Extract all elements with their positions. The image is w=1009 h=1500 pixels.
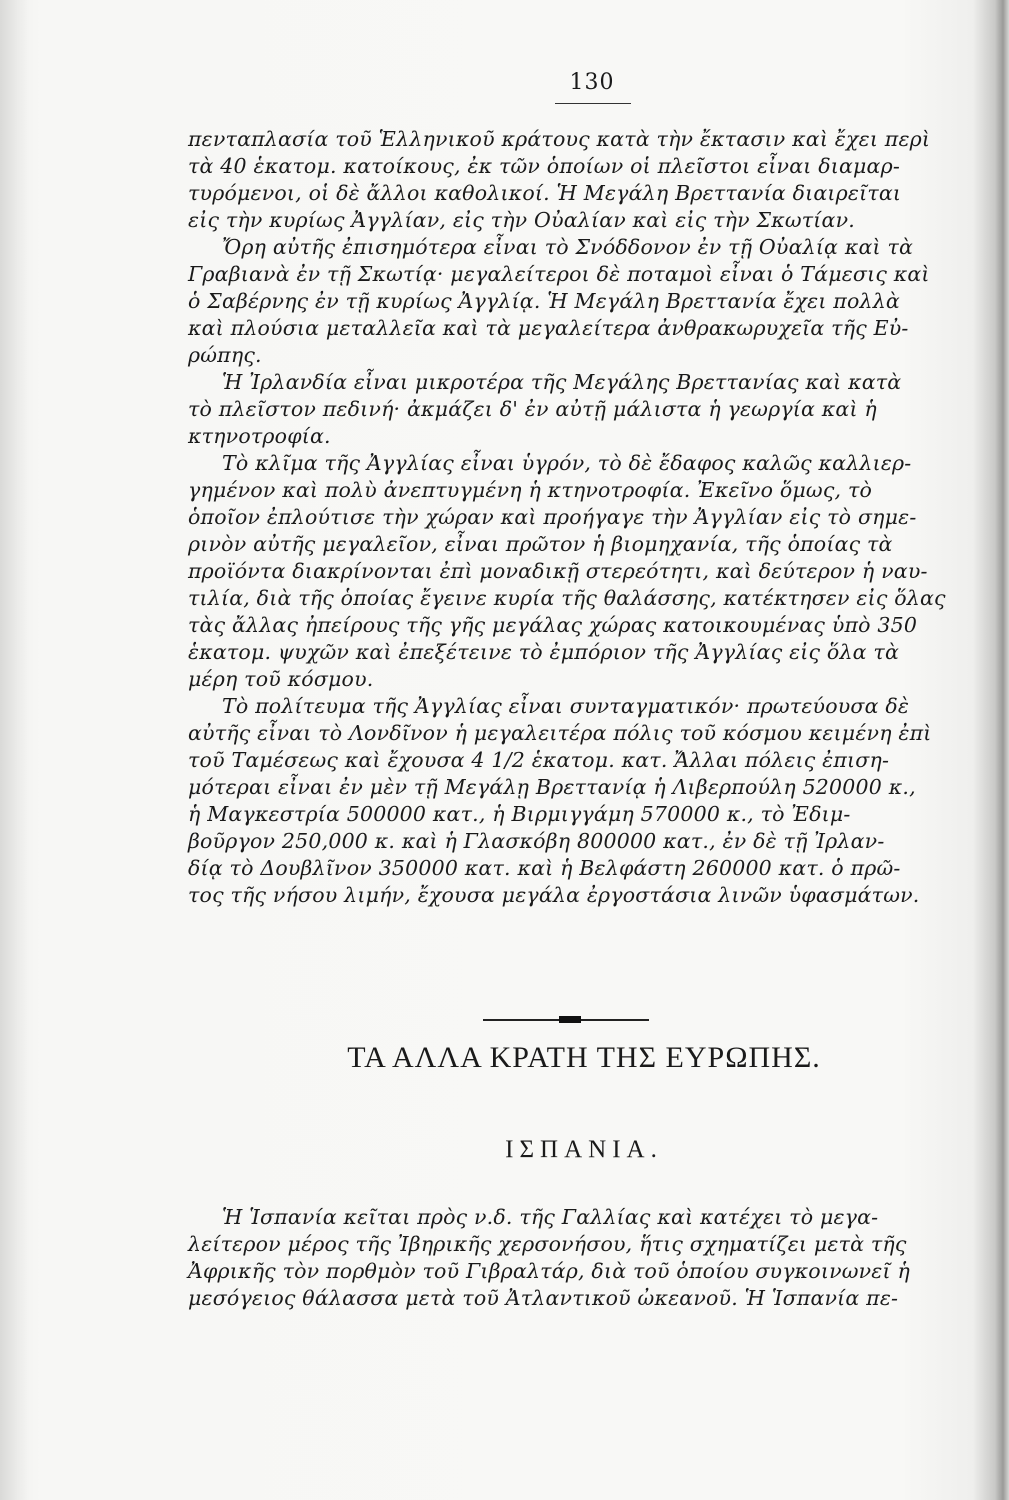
text-line: Τὸ πολίτευμα τῆς Ἀγγλίας εἶναι συνταγματικόν· πρωτεύουσα δὲ — [222, 694, 910, 718]
text-line: τιλία, διὰ τῆς ὁποίας ἔγεινε κυρία τῆς θαλάσσης, κατέκτησεν εἰς ὅλας — [188, 586, 946, 610]
text-line: ἡ Μαγκεστρία 500000 κατ., ἡ Βιρμιγγάμη 570000 κ., τὸ Ἐδιμ- — [188, 802, 851, 826]
text-line: προϊόντα διακρίνονται ἐπὶ μοναδικῇ στερεότητι, καὶ δεύτερον ἡ ναυ- — [188, 559, 928, 583]
text-line: γημένον καὶ πολὺ ἀνεπτυγμένη ἡ κτηνοτροφία. Ἐκεῖνο ὅμως, τὸ — [188, 478, 873, 502]
text-line: τος τῆς νήσου λιμήν, ἔχουσα μεγάλα ἐργοστάσια λινῶν ὑφασμάτων. — [188, 883, 920, 907]
text-line: τοῦ Ταμέσεως καὶ ἔχουσα 4 1/2 ἑκατομ. κατ. Ἄλλαι πόλεις ἐπιση- — [188, 748, 890, 772]
text-line: Γραβιανὰ ἐν τῇ Σκωτίᾳ· μεγαλείτεροι δὲ ποταμοὶ εἶναι ὁ Τάμεσις καὶ — [188, 262, 930, 286]
text-line: Ὄρη αὐτῆς ἐπισημότερα εἶναι τὸ Σνόδδονον ἐν τῇ Οὐαλίᾳ καὶ τὰ — [222, 235, 914, 259]
subsection-heading: ΙΣΠΑΝΙΑ. — [505, 1136, 663, 1163]
text-line: ἑκατομ. ψυχῶν καὶ ἐπεξέτεινε τὸ ἐμπόριον τῆς Ἀγγλίας εἰς ὅλα τὰ — [188, 640, 900, 664]
text-line: αὐτῆς εἶναι τὸ Λονδῖνον ἡ μεγαλειτέρα πόλις τοῦ κόσμου κειμένη ἐπὶ — [188, 721, 932, 745]
text-line: Τὸ κλῖμα τῆς Ἀγγλίας εἶναι ὑγρόν, τὸ δὲ ἔδαφος καλῶς καλλιερ- — [222, 451, 912, 475]
text-line: λείτερον μέρος τῆς Ἰβηρικῆς χερσονήσου, ἥτις σχηματίζει μετὰ τῆς — [188, 1232, 907, 1256]
text-line: πενταπλασία τοῦ Ἑλληνικοῦ κράτους κατὰ τὴν ἔκτασιν καὶ ἔχει περὶ — [188, 127, 931, 151]
text-line: τυρόμενοι, οἱ δὲ ἄλλοι καθολικοί. Ἡ Μεγάλη Βρεττανία διαιρεῖται — [188, 181, 902, 205]
subsection-text — [188, 1204, 980, 1312]
page-number-rule — [555, 103, 631, 104]
text-line: τὸ πλεῖστον πεδινή· ἀκμάζει δ' ἐν αὐτῇ μάλιστα ἡ γεωργία καὶ ἡ — [188, 397, 877, 421]
section-divider-ornament — [559, 1016, 581, 1023]
text-line: μότεραι εἶναι ἐν μὲν τῇ Μεγάλῃ Βρεττανίᾳ ἡ Λιβερπούλη 520000 κ., — [188, 775, 916, 799]
text-line: ὁ Σαβέρνης ἐν τῇ κυρίως Ἀγγλίᾳ. Ἡ Μεγάλη Βρεττανία ἔχει πολλὰ — [188, 289, 900, 313]
page-number: 130 — [569, 70, 615, 95]
text-line: καὶ πλούσια μεταλλεῖα καὶ τὰ μεγαλείτερα ἀνθρακωρυχεῖα τῆς Εὐ- — [188, 316, 909, 340]
body-text — [188, 126, 980, 909]
section-heading: ΤΑ ΑΛΛΑ ΚΡΑΤΗ ΤΗΣ ΕΥΡΩΠΗΣ. — [347, 1041, 821, 1074]
text-line: εἰς τὴν κυρίως Ἀγγλίαν, εἰς τὴν Οὐαλίαν καὶ εἰς τὴν Σκωτίαν. — [188, 208, 855, 232]
text-line: δίᾳ τὸ Δουβλῖνον 350000 κατ. καὶ ἡ Βελφάστη 260000 κατ. ὁ πρῶ- — [188, 856, 901, 880]
text-line: κτηνοτροφία. — [188, 424, 331, 448]
text-line: ὁποῖον ἐπλούτισε τὴν χώραν καὶ προήγαγε τὴν Ἀγγλίαν εἰς τὸ σημε- — [188, 505, 917, 529]
text-line: ρινὸν αὐτῆς μεγαλεῖον, εἶναι πρῶτον ἡ βιομηχανία, τῆς ὁποίας τὰ — [188, 532, 893, 556]
text-line: τὰς ἄλλας ἠπείρους τῆς γῆς μεγάλας χώρας κατοικουμένας ὑπὸ 350 — [188, 613, 918, 637]
text-line: μεσόγειος θάλασσα μετὰ τοῦ Ἀτλαντικοῦ ὠκεανοῦ. Ἡ Ἱσπανία πε- — [188, 1286, 899, 1310]
page-binding-shadow — [0, 0, 28, 1500]
text-line: βοῦργον 250,000 κ. καὶ ἡ Γλασκόβη 800000 κατ., ἐν δὲ τῇ Ἰρλαν- — [188, 829, 885, 853]
text-line: ρώπης. — [188, 343, 262, 367]
text-line: τὰ 40 ἑκατομ. κατοίκους, ἐκ τῶν ὁποίων οἱ πλεῖστοι εἶναι διαμαρ- — [188, 154, 900, 178]
text-line: μέρη τοῦ κόσμου. — [188, 667, 374, 691]
text-line: Ἡ Ἰρλανδία εἶναι μικροτέρα τῆς Μεγάλης Βρεττανίας καὶ κατὰ — [222, 370, 902, 394]
text-line: Ἀφρικῆς τὸν πορθμὸν τοῦ Γιβραλτάρ, διὰ τοῦ ὁποίου συγκοινωνεῖ ἡ — [188, 1259, 910, 1283]
text-line: Ἡ Ἱσπανία κεῖται πρὸς ν.δ. τῆς Γαλλίας καὶ κατέχει τὸ μεγα- — [222, 1205, 879, 1229]
